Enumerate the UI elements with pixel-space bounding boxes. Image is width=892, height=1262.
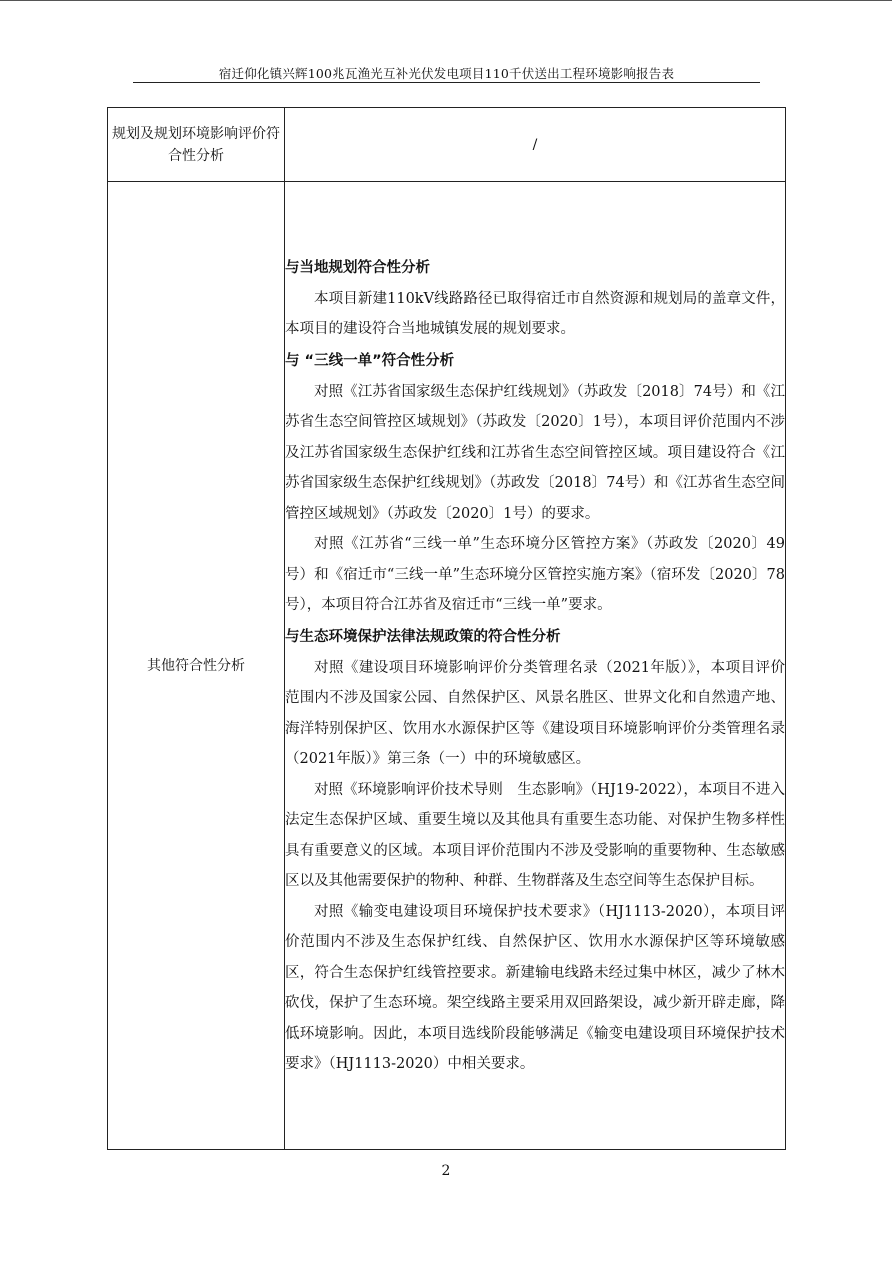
report-table [107,107,786,1150]
paragraph: 对照《输变电建设项目环境保护技术要求》（HJ1113-2020），本项目评价范围内不涉及生态保护红线、自然保护区、饮用水水源保护区等环境敏感区，符合生态保护红线管控要求。新建输电线路未经过集中林区，减少了林木砍伐，保护了生态环境。架空线路主要采用双回路架设，减少新开辟走廊，降低环境影响。因此，本项目选线阶段能够满足《输变电建设项目环境保护技术要求》（HJ1113-2020）中相关要求。 [285,903,785,1072]
paragraph: 对照《江苏省“三线一单”生态环境分区管控方案》（苏政发〔2020〕49号）和《宿迁市“三线一单”生态环境分区管控实施方案》（宿环发〔2020〕78号），本项目符合江苏省及宿迁市“三线一单”要求。 [285,536,785,613]
row-label-other-compliance: 其他符合性分析 [108,182,285,1150]
section-title-local-planning: 与当地规划符合性分析 [285,259,430,276]
paragraph: 本项目新建110kV线路路径已取得宿迁市自然资源和规划局的盖章文件，本项目的建设符合当地城镇发展的规划要求。 [285,290,785,337]
section-title-eco-law-compliance: 与生态环境保护法律法规政策的符合性分析 [285,628,561,645]
page-number: 2 [441,1163,451,1179]
page-top-edge [0,0,892,1]
table-row [108,182,786,1150]
table-row [108,108,786,182]
page-header-title: 宿迁仰化镇兴辉100兆瓦渔光互补光伏发电项目110千伏送出工程环境影响报告表 [218,66,675,81]
row-label-planning: 规划及规划环境影响评价符合性分析 [108,108,285,182]
section-title-three-lines-one-list: 与 “三线一单”符合性分析 [285,352,455,369]
row-content-other-compliance [285,182,786,1150]
paragraph: 对照《江苏省国家级生态保护红线规划》（苏政发〔2018〕74号）和《江苏省生态空间管控区域规划》（苏政发〔2020〕1号），本项目评价范围内不涉及江苏省国家级生态保护红线和江苏省生态空间管控区域。项目建设符合《江苏省国家级生态保护红线规划》（苏政发〔2018〕74号）和《江苏省生态空间管控区域规划》（苏政发〔2020〕1号）的要求。 [285,383,785,522]
paragraph: 对照《建设项目环境影响评价分类管理名录（2021年版）》，本项目评价范围内不涉及国家公园、自然保护区、风景名胜区、世界文化和自然遗产地、海洋特别保护区、饮用水水源保护区等《建设项目环境影响评价分类管理名录（2021年版）》第三条（一）中的环境敏感区。 [285,659,785,767]
header-rule [133,82,760,83]
paragraph: 对照《环境影响评价技术导则 生态影响》（HJ19-2022），本项目不进入法定生态保护区域、重要生境以及其他具有重要生态功能、对保护生物多样性具有重要意义的区域。本项目评价范围内不涉及受影响的重要物种、生态敏感区以及其他需要保护的物种、种群、生物群落及生态空间等生态保护目标。 [285,781,785,889]
row-value-planning: / [285,108,786,182]
